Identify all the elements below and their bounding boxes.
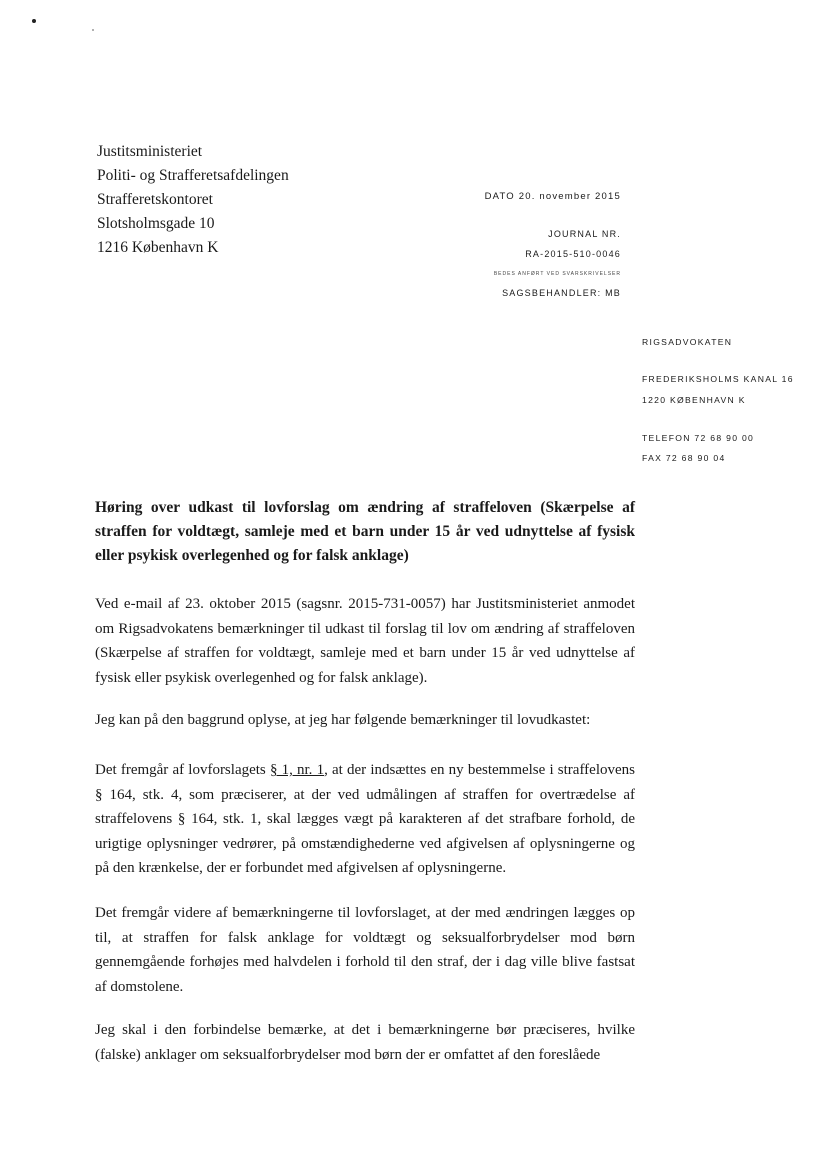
paragraph-text: , at der indsættes en ny bestemmelse i straffelovens § 164, stk. 4, som præciserer, at der ved udmålingen af straffen for overtrædelse af straffelovens § 164, stk. 1, skal lægges vægt på karakteren af det strafbare forhold, de urigtige oplysninger vedrører, på omstændighederne ved afgivelsen af oplysningerne og på den krænkelse, der er forbundet med afgivelsen af oplysningerne. (95, 762, 636, 877)
journal-reference-note: BEDES ANFØRT VED SVARSKRIVELSER (493, 271, 621, 277)
letter-date: DATO 20. november 2015 (484, 191, 621, 202)
sender-postal: 1220 KØBENHAVN K (642, 395, 746, 405)
paragraph-text: Det fremgår af lovforslagets (95, 762, 270, 778)
sender-telephone: TELEFON 72 68 90 00 (642, 433, 755, 443)
recipient-line: Politi- og Strafferetsafdelingen (97, 167, 289, 184)
recipient-line: Strafferetskontoret (97, 191, 213, 208)
sender-name: RIGSADVOKATEN (642, 337, 733, 347)
recipient-line: Justitsministeriet (97, 143, 203, 160)
body-paragraph: Jeg skal i den forbindelse bemærke, at det i bemærkningerne bør præciseres, hvilke (falske) anklager om seksualforbrydelser mod børn der er omfattet af den foreslåede (95, 1022, 635, 1063)
sender-address: FREDERIKSHOLMS KANAL 16 (642, 374, 794, 384)
scan-speck (32, 19, 36, 23)
journal-number-label: JOURNAL NR. (548, 229, 621, 239)
letter-subject: Høring over udkast til lovforslag om ændring af straffeloven (Skærpelse af straffen for voldtægt, samleje med et barn under 15 år ved udnyttelse af fysisk eller psykisk overlegenhed og for falsk anklage) (95, 499, 635, 564)
recipient-line: Slotsholmsgade 10 (97, 215, 215, 232)
journal-number-value: RA-2015-510-0046 (525, 249, 621, 259)
body-paragraph: Ved e-mail af 23. oktober 2015 (sagsnr. 2015-731-0057) har Justitsministeriet anmodet om Rigsadvokatens bemærkninger til udkast til forslag til lov om ændring af straffeloven (Skærpelse af straffen for voldtægt, samleje med et barn under 15 år ved udnyttelse af fysisk eller psykisk overlegenhed og for falsk anklage). (95, 596, 635, 686)
body-paragraph: Jeg kan på den baggrund oplyse, at jeg har følgende bemærkninger til lovudkastet: (95, 712, 591, 728)
body-paragraph: Det fremgår videre af bemærkningerne til lovforslaget, at der med ændringen lægges op til, at straffen for falsk anklage for voldtægt og seksualforbrydelser mod børn gennemgående forhøjes med halvdelen i forhold til den straf, der i dag ville blive fastsat af domstolene. (95, 905, 635, 995)
body-paragraph (95, 758, 635, 881)
sender-fax: FAX 72 68 90 04 (642, 453, 726, 463)
case-officer: SAGSBEHANDLER: MB (502, 288, 621, 298)
scan-speck (92, 29, 94, 31)
recipient-address (97, 140, 289, 260)
recipient-line: 1216 København K (97, 239, 219, 256)
law-reference: § 1, nr. 1 (269, 762, 325, 778)
